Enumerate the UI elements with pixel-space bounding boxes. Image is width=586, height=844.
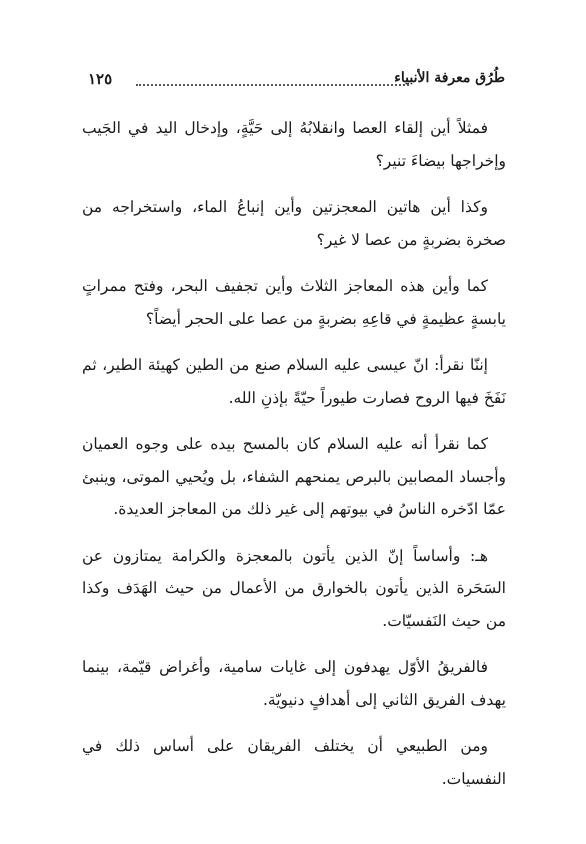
running-header [88, 68, 505, 92]
dotted-leader [136, 84, 409, 86]
paragraph: كما وأين هذه المعاجز الثلاث وأين تجفيف البحر، وفتح ممراتٍ يابسةٍ عظيمةٍ في قاعِهِ بضربةٍ من عصا على الحجر أيضاً؟ [82, 277, 506, 328]
paragraph: إننّا نقرأ: انّ عيسى عليه السلام صنع من الطين كهيئة الطير، ثم نَفَخَ فيها الروح فصارت طيوراً حيّةً بإذنِ الله. [82, 356, 506, 407]
page-number: ١٢٥ [88, 70, 113, 88]
body-text [82, 112, 506, 809]
paragraph: ومن الطبيعي أن يختلف الفريقان على أساس ذلك في النفسيات. [82, 737, 506, 788]
paragraph: هـ: وأساساً إنّ الذين يأتون بالمعجزة والكرامة يمتازون عن السَحَرة الذين يأتون بالخوارق من الأعمال من حيث الهَدَف وكذا من حيث النَفسيّات. [82, 546, 506, 630]
running-title: طُرُق معرفة الأنبياء [394, 70, 505, 86]
paragraph: كما نقرأ أنه عليه السلام كان بالمسح بيده على وجوه العميان وأجساد المصابين بالبرص يمنحهم الشفاء، بل ويُحيي الموتى، وينبئ عمّا ادّخره الناسُ في بيوتهم إلى غير ذلك من المعاجز العديدة. [82, 435, 506, 518]
paragraph: فمثلاً أين إلقاء العصا وانقلابُهُ إلى حَيَّةٍ، وإدخال اليد في الجَيب وإخراجها بيضاءَ تنير؟ [82, 119, 506, 170]
paragraph: وكذا أين هاتين المعجزتين وأين إنباعُ الماء، واستخراجه من صخرة بضربةٍ من عصا لا غير؟ [82, 198, 506, 249]
paragraph: فالفريقُ الأوّل يهدفون إلى غايات سامية، وأغراض قيّمة، بينما يهدف الفريق الثاني إلى أهدافٍ دنيويّة. [82, 658, 506, 709]
